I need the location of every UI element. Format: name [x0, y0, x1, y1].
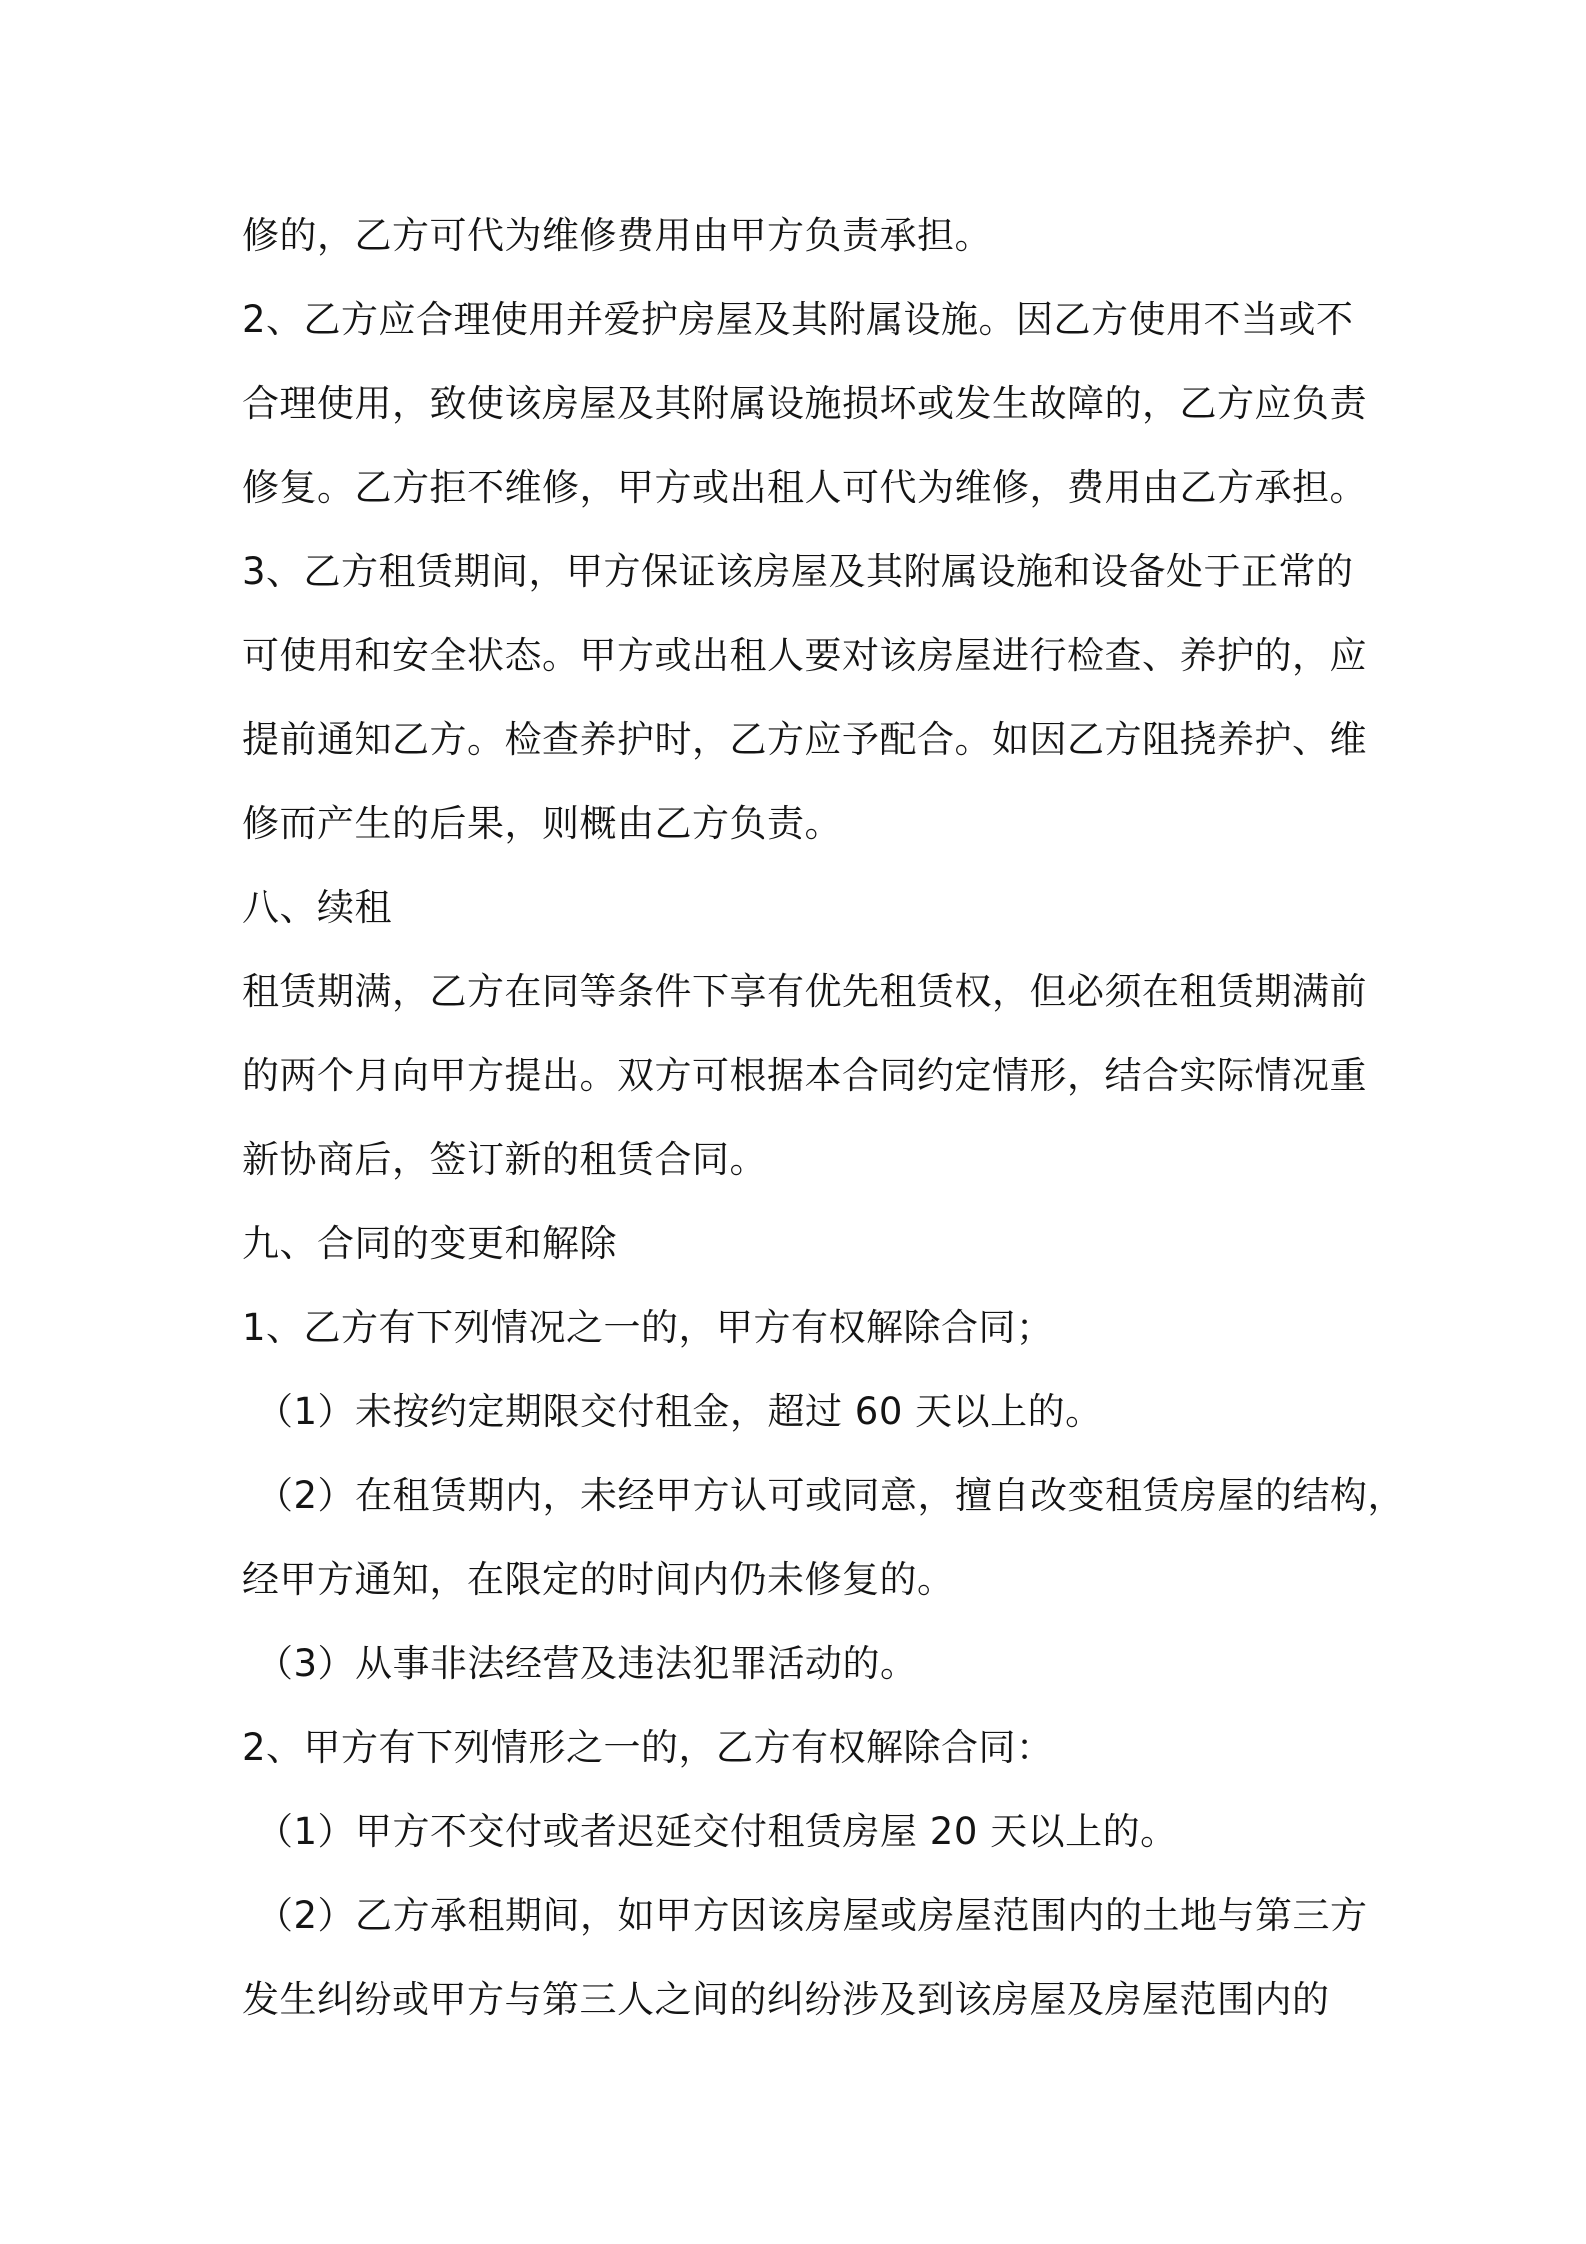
text-line: 3、乙方租赁期间，甲方保证该房屋及其附属设施和设备处于正常的	[242, 550, 1354, 593]
list-item: （1）甲方不交付或者迟延交付租赁房屋 20 天以上的。	[256, 1810, 1178, 1853]
document-body	[242, 194, 1406, 2042]
section-heading: 九、合同的变更和解除	[242, 1222, 617, 1265]
section-heading: 八、续租	[242, 886, 392, 929]
text-line: 修的，乙方可代为维修费用由甲方负责承担。	[242, 214, 992, 257]
list-item: （3）从事非法经营及违法犯罪活动的。	[256, 1642, 918, 1685]
text-line: 经甲方通知，在限定的时间内仍未修复的。	[242, 1558, 955, 1601]
text-line: 新协商后，签订新的租赁合同。	[242, 1138, 767, 1181]
text-line: 2、乙方应合理使用并爱护房屋及其附属设施。因乙方使用不当或不	[242, 298, 1354, 341]
list-item: （2）在租赁期内，未经甲方认可或同意，擅自改变租赁房屋的结构，	[256, 1474, 1406, 1517]
list-item: （2）乙方承租期间，如甲方因该房屋或房屋范围内的土地与第三方	[256, 1894, 1368, 1937]
text-line: 2、甲方有下列情形之一的，乙方有权解除合同：	[242, 1726, 1054, 1769]
text-line: 发生纠纷或甲方与第三人之间的纠纷涉及到该房屋及房屋范围内的	[242, 1978, 1330, 2021]
list-item: （1）未按约定期限交付租金，超过 60 天以上的。	[256, 1390, 1103, 1433]
text-line: 租赁期满，乙方在同等条件下享有优先租赁权，但必须在租赁期满前	[242, 970, 1367, 1013]
text-line: 修而产生的后果，则概由乙方负责。	[242, 802, 842, 845]
text-line: 合理使用，致使该房屋及其附属设施损坏或发生故障的，乙方应负责	[242, 382, 1367, 425]
text-line: 可使用和安全状态。甲方或出租人要对该房屋进行检查、养护的，应	[242, 634, 1367, 677]
text-line: 提前通知乙方。检查养护时，乙方应予配合。如因乙方阻挠养护、维	[242, 718, 1367, 761]
text-line: 1、乙方有下列情况之一的，甲方有权解除合同；	[242, 1306, 1054, 1349]
text-line: 的两个月向甲方提出。双方可根据本合同约定情形，结合实际情况重	[242, 1054, 1367, 1097]
text-line: 修复。乙方拒不维修，甲方或出租人可代为维修，费用由乙方承担。	[242, 466, 1367, 509]
